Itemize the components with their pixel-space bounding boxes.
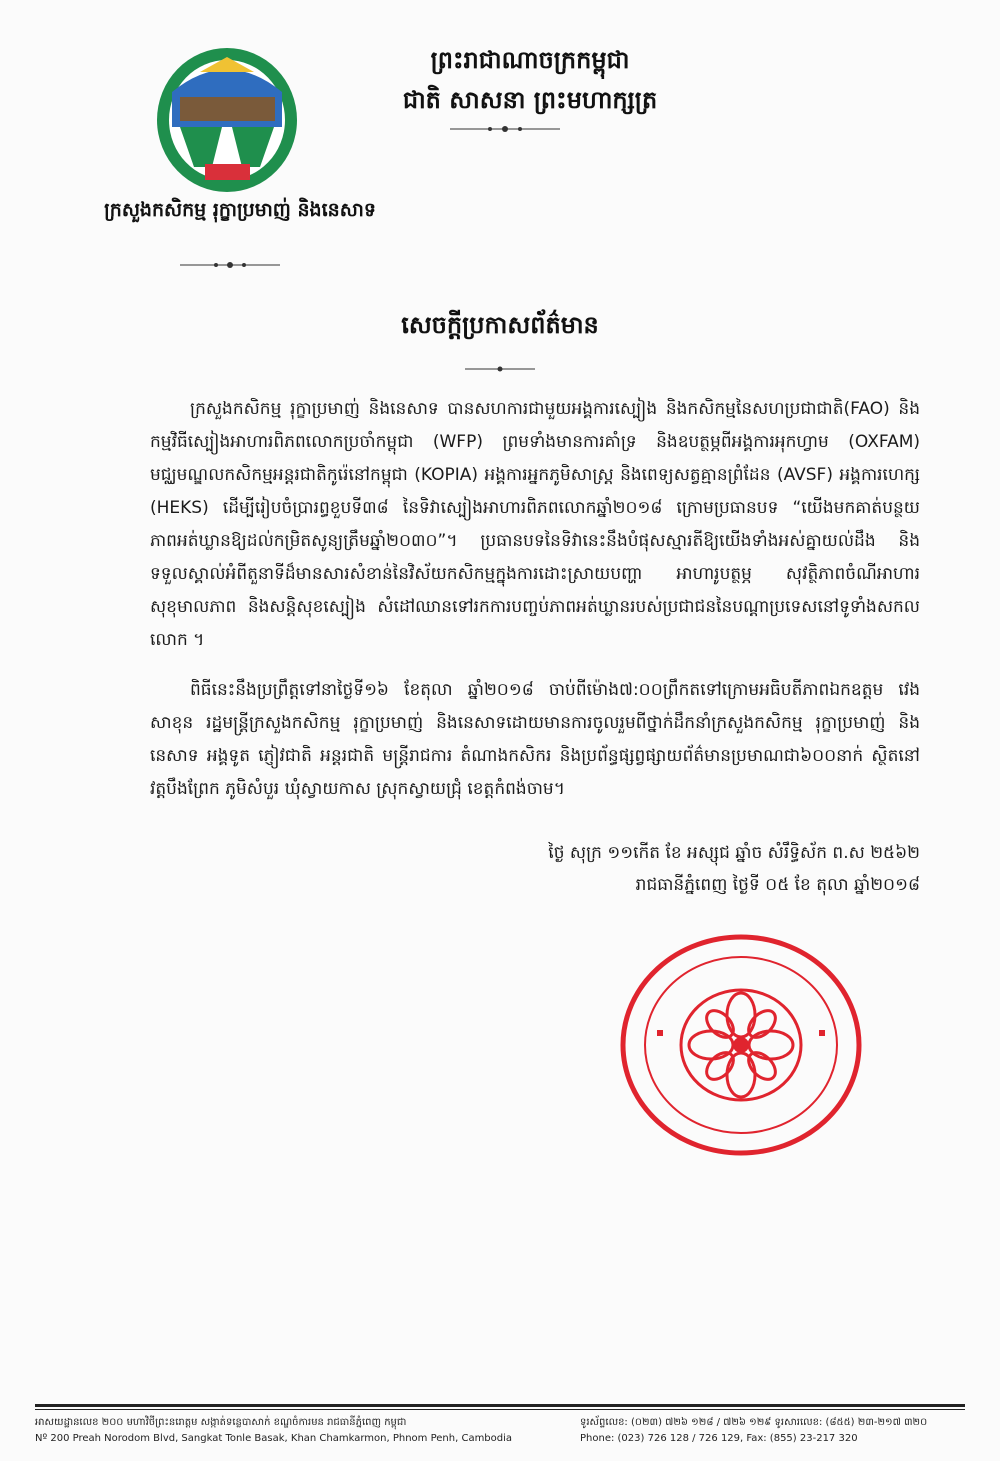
solar-date: រាជធានីភ្នំពេញ ថ្ងៃទី ០៥ ខែ តុលា ឆ្នាំ២០១៨ — [635, 875, 920, 895]
title-ornament — [465, 362, 535, 376]
header-ornament — [450, 122, 560, 136]
phone-english: Phone: (023) 726 128 / 726 129, Fax: (855) 23-217 320 — [580, 1433, 858, 1444]
phone-khmer: ទូរស័ព្ទលេខ: (០២៣) ៧២៦ ១២៨ / ៧២៦ ១២៩ ទូរសារលេខ: (៨៥៥) ២៣-២១៧ ៣២០ — [580, 1417, 928, 1428]
kingdom-name: ព្រះរាជាណាចក្រកម្ពុជា — [430, 46, 630, 74]
ministry-logo — [150, 42, 305, 197]
footer-rule-thin — [35, 1409, 965, 1410]
lunar-date: ថ្ងៃ សុក្រ ១១កើត ខែ អស្សុជ ឆ្នាំច សំរឹទ្ធិស័ក ព.ស ២៥៦២ — [548, 843, 920, 863]
footer-contact — [580, 1415, 970, 1447]
ministry-name: ក្រសួងកសិកម្ម រុក្ខាប្រមាញ់ និងនេសាទ — [104, 199, 376, 221]
footer-rule — [35, 1404, 965, 1407]
address-khmer: អាសយដ្ឋានលេខ ២០០ មហាវិថីព្រះនរោត្តម សង្កាត់ទន្លេបាសាក់ ខណ្ឌចំការមន រាជធានីភ្នំពេញ កម្ពុជា — [35, 1417, 407, 1428]
paragraph-1: ក្រសួងកសិកម្ម រុក្ខាប្រមាញ់ និងនេសាទ បានសហការជាមួយអង្គការស្បៀង និងកសិកម្មនៃសហប្រជាជាតិ(FAO) និងកម្មវិធីស្បៀងអាហារពិភពលោកប្រចាំកម្ពុជា (WFP) ព្រមទាំងមានការគាំទ្រ និងឧបត្ថម្ភពីអង្គការអុកហ្វាម (OXFAM) មជ្ឈមណ្ឌលកសិកម្មអន្តរជាតិកូរ៉េនៅកម្ពុជា (KOPIA) អង្គការអ្នកភូមិសាស្ត្រ និងពេទ្យសត្វគ្មានព្រំដែន (AVSF) អង្គការហេក្ស (HEKS) ដើម្បីរៀបចំប្រារព្ធខួបទី៣៨ នៃទិវាស្បៀងអាហារពិភពលោកឆ្នាំ២០១៨ ក្រោមប្រធានបទ “យើងមកគាត់បន្ថយភាពអត់ឃ្លានឱ្យដល់កម្រិតសូន្យត្រឹមឆ្នាំ២០៣០”។ ប្រធានបទនៃទិវានេះនឹងបំផុសស្មារតីឱ្យយើងទាំងអស់គ្នាយល់ដឹង និងទទួលស្គាល់អំពីតួនាទីដ៏មានសារសំខាន់នៃវិស័យកសិកម្មក្នុងការដោះស្រាយបញ្ហា អាហារូបត្ថម្ភ សុវត្ថិភាពចំណីអាហារ សុខុមាលភាព និងសន្តិសុខស្បៀង សំដៅឈានទៅរកការបញ្ចប់ភាពអត់ឃ្លានរបស់ប្រជាជននៃបណ្តាប្រទេសនៅទូទាំងសកលលោក ។ — [150, 399, 920, 650]
official-seal-stamp — [617, 930, 865, 1160]
kingdom-header — [380, 40, 680, 120]
kingdom-motto: ជាតិ សាសនា ព្រះមហាក្សត្រ — [402, 86, 658, 114]
paragraph-2: ពិធីនេះនឹងប្រព្រឹត្តទៅនាថ្ងៃទី១៦ ខែតុលា ឆ្នាំ២០១៨ ចាប់ពីម៉ោង៧:០០ព្រឹកតទៅក្រោមអធិបតីភាពឯកឧត្តម វេង សាខុន រដ្ឋមន្ត្រីក្រសួងកសិកម្ម រុក្ខាប្រមាញ់ និងនេសាទដោយមានការចូលរួមពីថ្នាក់ដឹកនាំក្រសួងកសិកម្ម រុក្ខាប្រមាញ់ និងនេសាទ អង្គទូត ភ្ញៀវជាតិ អន្តរជាតិ មន្ត្រីរាជការ តំណាងកសិករ និងប្រព័ន្ធផ្សព្វផ្សាយព័ត៌មានប្រមាណជា៦០០នាក់ ស្ថិតនៅវត្តបឹងព្រែក ភូមិសំបួរ ឃុំស្វាយកាស ស្រុកស្វាយជ្រុំ ខេត្តកំពង់ចាម។ — [150, 680, 920, 799]
footer-address — [35, 1415, 555, 1447]
address-english: Nº 200 Preah Norodom Blvd, Sangkat Tonle Basak, Khan Chamkarmon, Phnom Penh, Cambodia — [35, 1433, 513, 1444]
ministry-ornament — [180, 258, 280, 272]
document-title: សេចក្តីប្រកាសព័ត៌មាន — [401, 311, 599, 339]
